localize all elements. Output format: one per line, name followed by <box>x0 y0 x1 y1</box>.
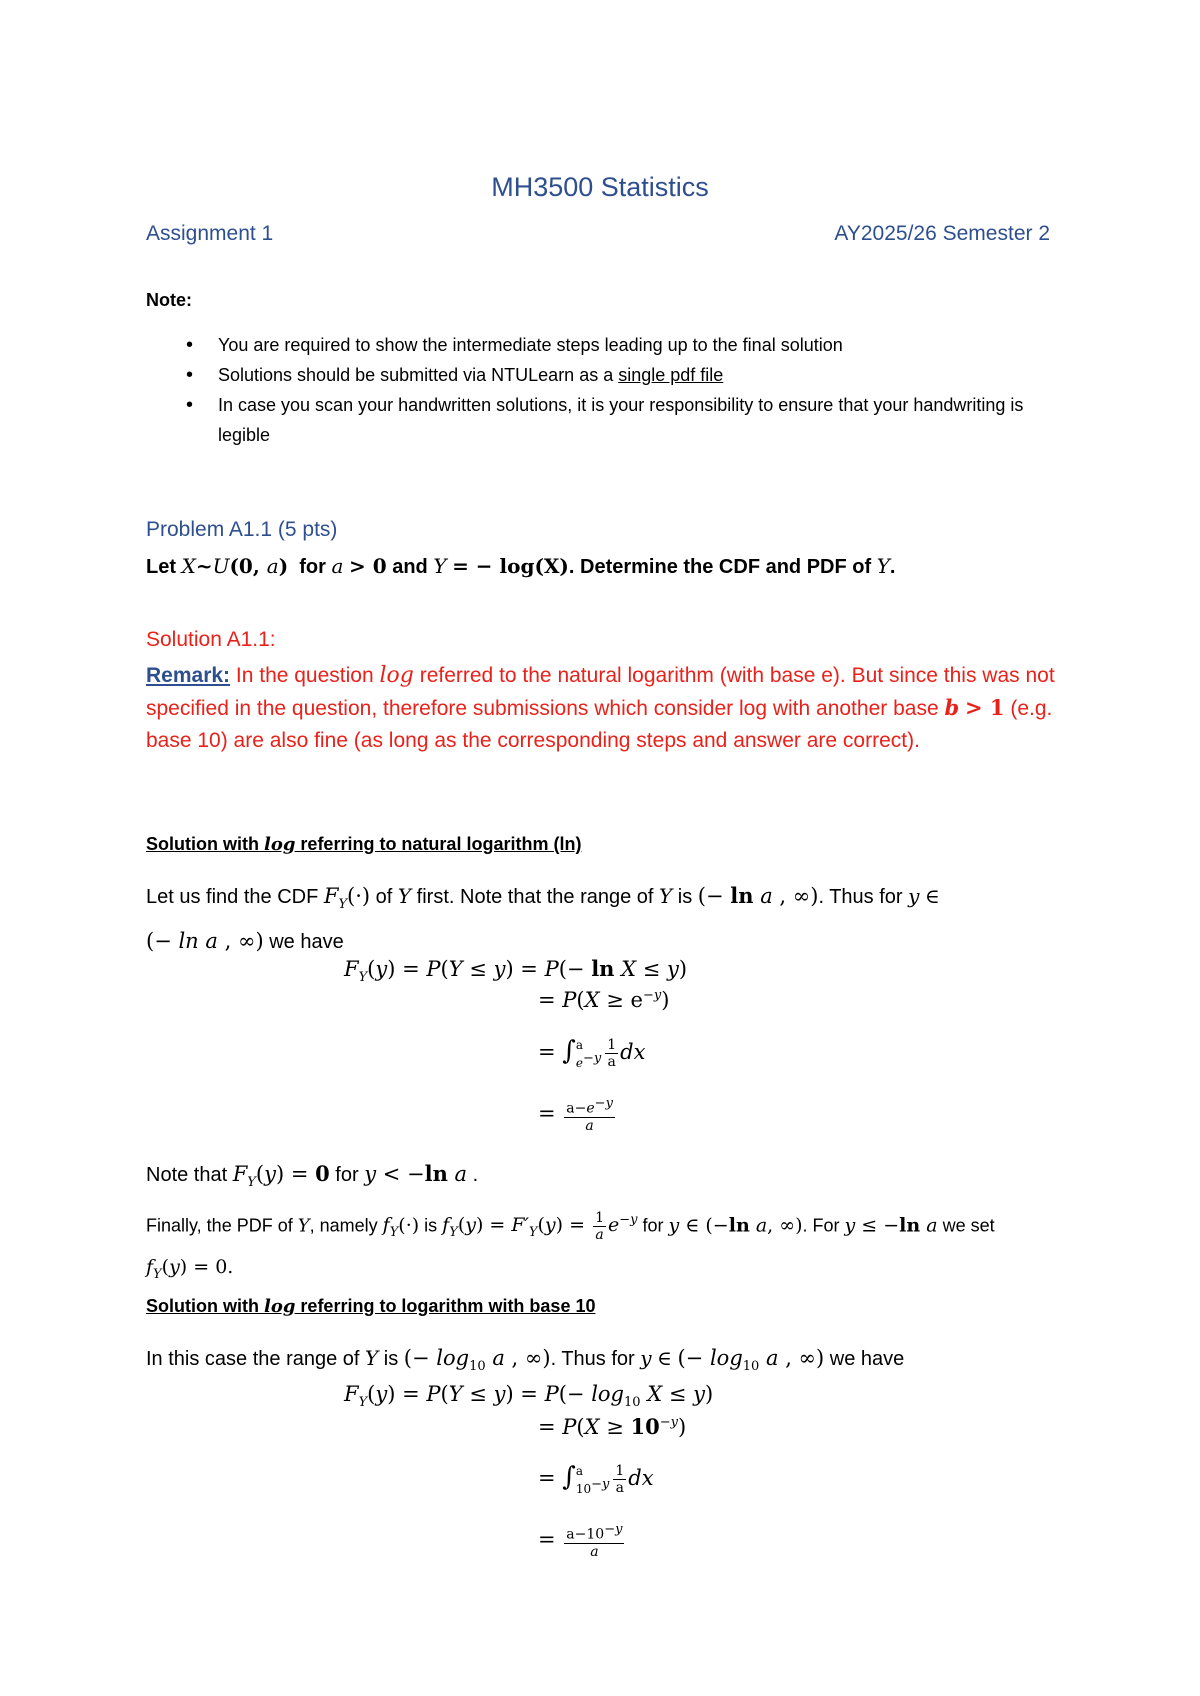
single-pdf-emphasis: single pdf file <box>618 365 724 385</box>
solution-heading: Solution A1.1: <box>146 628 276 651</box>
section-heading-log10: Solution with log referring to logarithm with base 10 <box>146 1296 596 1317</box>
list-item: • Solutions should be submitted via NTULearn as a single pdf file <box>146 360 1046 390</box>
cdf-equation-line3: = ∫ a $e^{-y}$ $\frac{1}{a}$ dx <box>538 1036 646 1070</box>
note-list <box>146 330 1046 450</box>
problem-heading: Problem A1.1 (5 pts) <box>146 518 338 541</box>
cdf-equation-line4: = $\frac{a-e^{-y}}{a}$ <box>538 1096 613 1134</box>
log10-equation-line1: $F_Y(y) = P(Y \le y) = P(- \log_{10} X \le y)$ <box>344 1382 714 1411</box>
list-item: • You are required to show the intermediate steps leading up to the final solution <box>146 330 1046 360</box>
remark-paragraph: Remark: In the question log referred to the natural logarithm (with base e). But since this was not specified in the question, therefore submissions which consider log with another base b > 1 (e.g. base 10) are also fine (as long as the corresponding steps and answer are correct). <box>146 663 1055 752</box>
log10-equation-line3: = ∫ a $10^{-y}$ $\frac{1}{a}$ dx <box>538 1462 654 1496</box>
note-label: Note: <box>146 290 192 310</box>
cdf-equation-line2: = $P(X \ge e^{-y})$ <box>538 988 670 1012</box>
list-item: • In case you scan your handwritten solutions, it is your responsibility to ensure that your handwriting is legible <box>146 390 1046 450</box>
log10-equation-line4: = $\frac{a-10^{-y}}{a}$ <box>538 1522 623 1560</box>
semester-label: AY2025/26 Semester 2 <box>834 222 1050 245</box>
pdf-paragraph: Finally, the PDF of Y, namely $f_Y(\cdot)$ is $f_Y(y) = F'_Y(y)$ = $\frac{1}{a}$ $e^{-y}$ for y ∈ (−ln a, ∞). For y ≤ −ln a we set $f_Y(y) = 0$. <box>146 1209 995 1282</box>
cdf-equation-line1: $F_Y(y) = P(Y \le y) = P(- \ln X \le y)$ <box>344 956 688 986</box>
cdf-note: Note that $F_Y(y) = 0$ for y < −ln a . <box>146 1161 479 1191</box>
problem-statement: Let X~U(0, a) for a > 0 and Y = − log(X). Determine the CDF and PDF of Y. <box>146 554 896 578</box>
log10-intro: In this case the range of Y is (− $\log_{10} a$ , ∞). Thus for y ∈ (− $\log_{10} a$ , ∞) we have <box>146 1346 905 1375</box>
cdf-intro: Let us find the CDF $F_Y(\cdot)$ of Y first. Note that the range of Y is (− ln a , ∞). Thus for y ∈ (− ln a , ∞) we have <box>146 883 940 954</box>
assignment-label: Assignment 1 <box>146 222 274 245</box>
remark-label: Remark: <box>146 664 231 687</box>
document-title: MH3500 Statistics <box>491 172 709 202</box>
section-heading-ln: Solution with log referring to natural logarithm (ln) <box>146 834 582 855</box>
log10-equation-line2: = $P(X \ge 10^{-y})$ <box>538 1414 687 1439</box>
